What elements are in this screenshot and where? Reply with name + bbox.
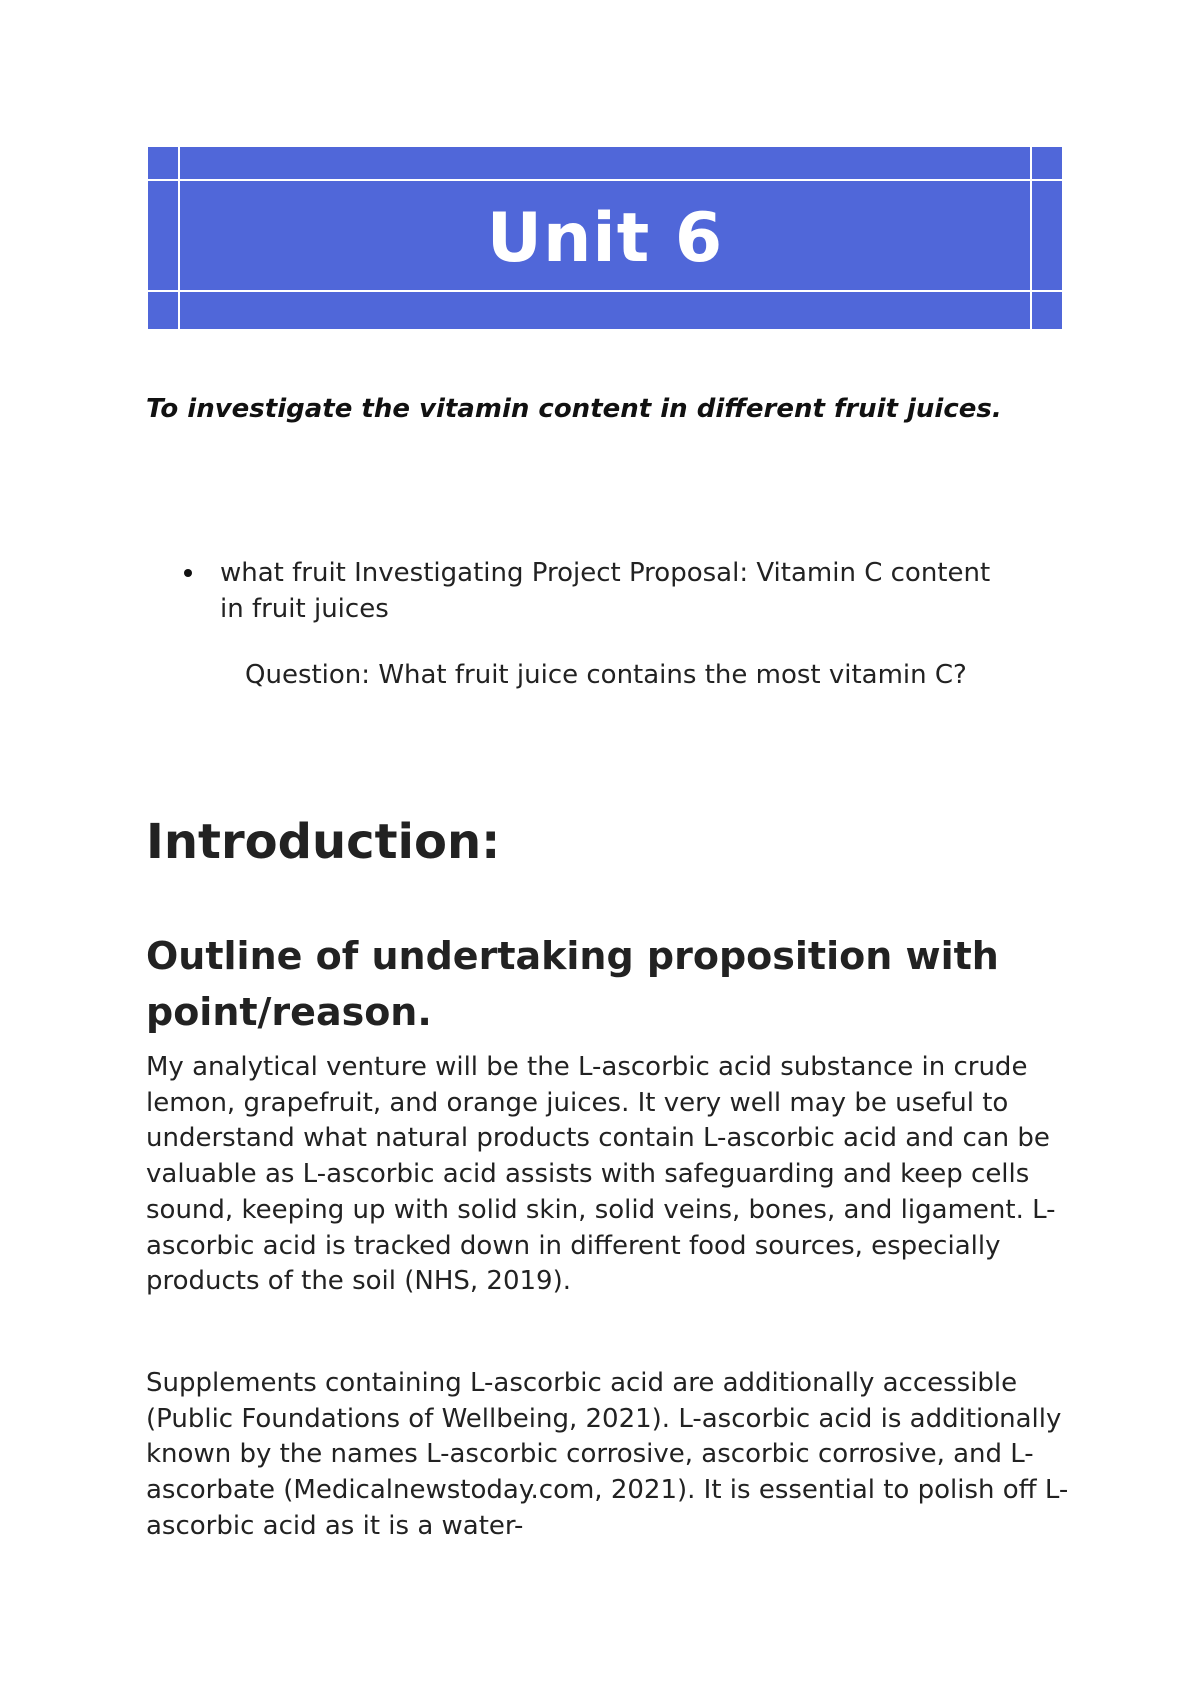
title-banner <box>148 147 1062 329</box>
unit-title: Unit 6 <box>486 198 724 278</box>
outline-subheading: Outline of undertaking proposition with point/reason. <box>146 934 999 1034</box>
aim-statement: To investigate the vitamin content in different fruit juices. <box>146 394 1002 424</box>
bullet-icon <box>184 569 192 577</box>
bullet-list <box>180 555 1000 627</box>
list-item <box>180 555 1000 627</box>
list-item-text: what fruit Investigating Project Proposal: Vitamin C content in fruit juices <box>220 558 991 624</box>
body-paragraph: Supplements containing L-ascorbic acid are additionally accessible (Public Foundations of Wellbeing, 2021). L-ascorbic acid is additionally known by the names L-ascorbic corrosive, ascorbic corrosive, and L-ascorbate (Medicalnewstoday.com, 2021). It is essential to polish off L-ascorbic acid as it is a water- <box>146 1368 1069 1541</box>
introduction-heading: Introduction: <box>146 814 501 870</box>
body-paragraph: My analytical venture will be the L-ascorbic acid substance in crude lemon, grapefruit, and orange juices. It very well may be useful to understand what natural products contain L-ascorbic acid and can be valuable as L-ascorbic acid assists with safeguarding and keep cells sound, keeping up with solid skin, solid veins, bones, and ligament. L-ascorbic acid is tracked down in different food sources, especially products of the soil (NHS, 2019). <box>146 1052 1056 1297</box>
research-question: Question: What fruit juice contains the most vitamin C? <box>245 660 967 690</box>
